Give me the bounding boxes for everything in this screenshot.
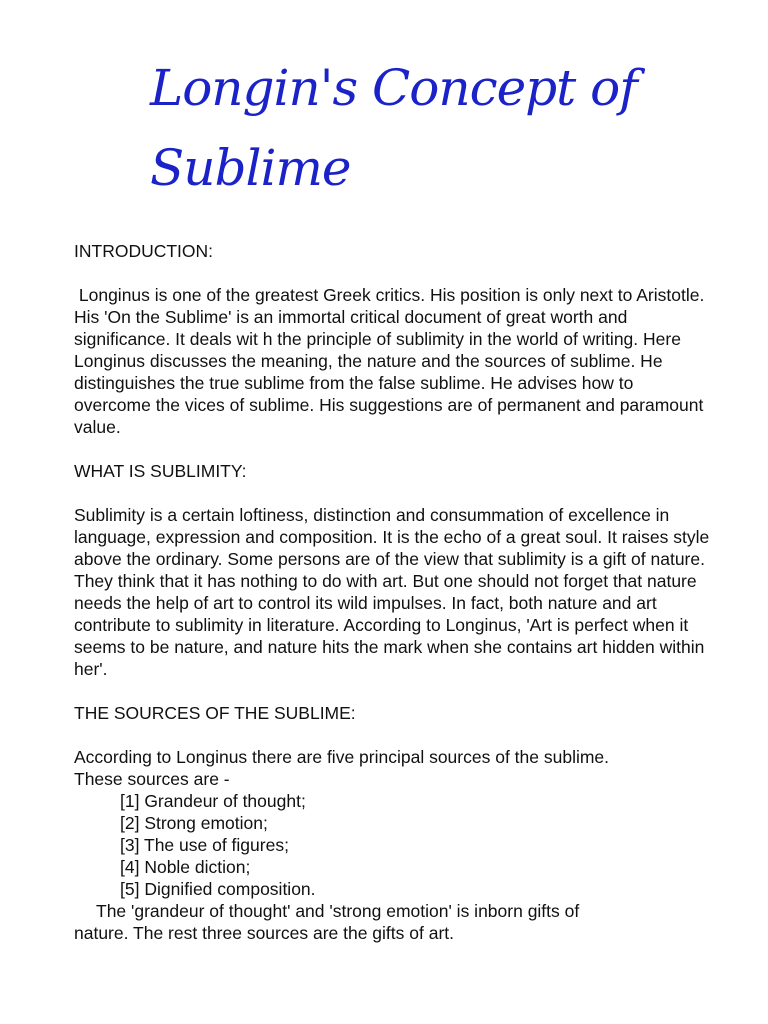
sources-intro-line-1: According to Longinus there are five principal sources of the sublime. [74,747,610,767]
list-item: [1] Grandeur of thought; [120,791,306,811]
list-item: [5] Dignified composition. [120,879,316,899]
list-item: [3] The use of figures; [120,835,289,855]
sources-intro-line-2: These sources are - [74,769,230,789]
list-item: [2] Strong emotion; [120,813,268,833]
document-title [150,48,710,208]
what-is-sublimity-paragraph: Sublimity is a certain loftiness, distinction and consummation of excellence in language, expression and composition. It is the echo of a great soul. It raises style above the ordinary. Some persons are of the view that sublimity is a gift of nature. They think that it has nothing to do with art. But one should not forget that nature needs the help of art to control its wild impulses. In fact, both nature and art contribute to sublimity in literature. According to Longinus, 'Art is perfect when it seems to be nature, and nature hits the mark when she contains art hidden within her'. [74,505,715,679]
sources-heading: THE SOURCES OF THE SUBLIME: [74,703,356,723]
closing-line-2: nature. The rest three sources are the gifts of art. [74,923,455,943]
document-body [74,240,714,944]
closing-line-1: The 'grandeur of thought' and 'strong emotion' is inborn gifts of [96,901,580,921]
intro-heading: INTRODUCTION: [74,241,214,261]
title-line-2: Sublime [150,139,351,197]
intro-paragraph: Longinus is one of the greatest Greek critics. His position is only next to Aristotle. His 'On the Sublime' is an immortal critical document of great worth and significance. It deals wit h the principle of sublimity in the world of writing. Here Longinus discusses the meaning, the nature and the sources of sublime. He distinguishes the true sublime from the false sublime. He advises how to overcome the vices of sublime. His suggestions are of permanent and paramount value. [74,285,710,437]
what-is-sublimity-heading: WHAT IS SUBLIMITY: [74,461,247,481]
title-line-1: Longin's Concept of [150,59,637,117]
sources-list [74,790,714,900]
list-item: [4] Noble diction; [120,857,251,877]
